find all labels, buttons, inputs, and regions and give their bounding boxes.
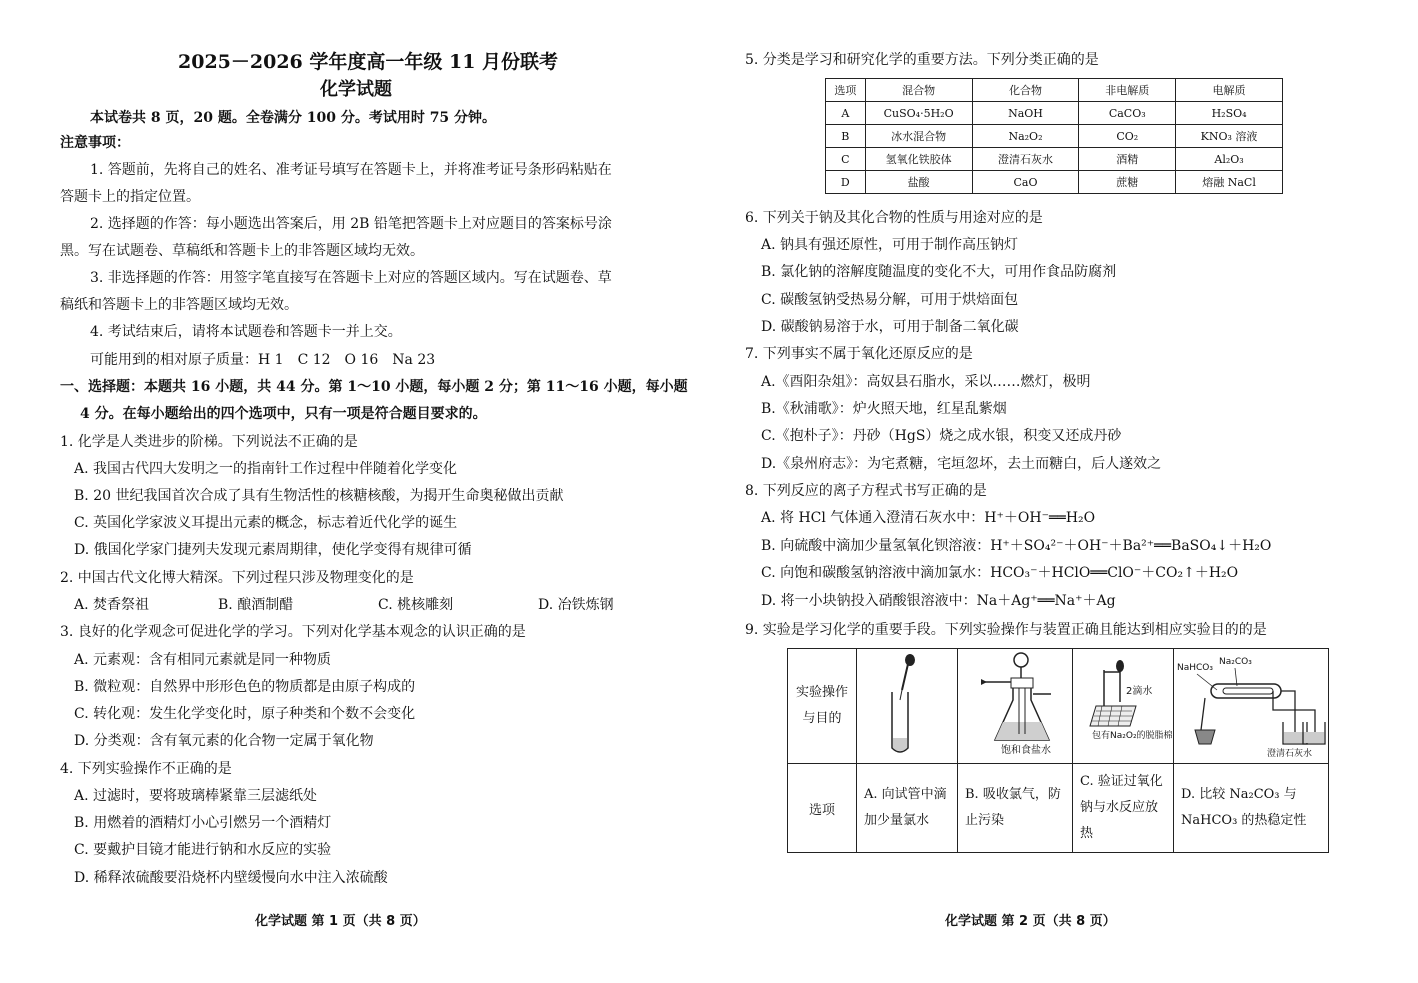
notice-line: 稿纸和答题卡上的非答题区域均无效。 — [60, 297, 298, 313]
q3-option-b: B. 微粒观：自然界中形形色色的物质都是由原子构成的 — [74, 679, 416, 695]
q9-option-b — [958, 764, 1073, 853]
q8-option-b: B. 向硫酸中滴加少量氢氧化钡溶液：H⁺＋SO₄²⁻＋OH⁻＋Ba²⁺══BaSO₄↓＋H₂O — [761, 538, 1272, 554]
two-drops-label: 2滴水 — [1126, 686, 1153, 697]
classification-table — [825, 78, 1283, 194]
table-header: 电解质 — [1176, 79, 1283, 102]
exam-subtitle: 化学试题 — [320, 79, 392, 100]
q8-option-c: C. 向饱和碳酸氢钠溶液中滴加氯水：HCO₃⁻＋HClO══ClO⁻＋CO₂↑＋H₂O — [761, 565, 1239, 581]
apparatus-row — [788, 649, 1329, 764]
experiment-table — [787, 648, 1329, 853]
limewater-label: 澄清石灰水 — [1267, 749, 1313, 758]
notice-line: 4. 考试结束后，请将本试题卷和答题卡一并上交。 — [90, 324, 402, 340]
q4-stem: 4. 下列实验操作不正确的是 — [60, 761, 232, 777]
table-cell: Al₂O₃ — [1176, 148, 1283, 171]
notice-line: 黑。写在试题卷、草稿纸和答题卡上的非答题区域均无效。 — [60, 243, 424, 259]
q7-option-a: A.《酉阳杂俎》：高奴县石脂水，采以……燃灯，极明 — [761, 374, 1091, 390]
q2-option-c: C. 桃核雕刻 — [378, 597, 454, 613]
row-header-text: 实验操作与目的 — [795, 685, 848, 726]
q9-option-a — [857, 764, 958, 853]
q8-option-a: A. 将 HCl 气体通入澄清石灰水中：H⁺＋OH⁻══H₂O — [761, 510, 1096, 526]
q9-option-c — [1073, 764, 1174, 853]
q6-option-a: A. 钠具有强还原性，可用于制作高压钠灯 — [761, 237, 1019, 253]
page-footer: 化学试题 第 2 页（共 8 页） — [945, 914, 1116, 929]
atomic-mass: 可能用到的相对原子质量：H 1 C 12 O 16 Na 23 — [90, 352, 436, 368]
table-cell: 澄清石灰水 — [972, 148, 1079, 171]
q3-option-d: D. 分类观：含有氧元素的化合物一定属于氧化物 — [74, 733, 374, 749]
row-header-options: 选项 — [788, 764, 857, 853]
table-row — [826, 102, 1283, 125]
apparatus-c — [1073, 649, 1174, 764]
q1-stem: 1. 化学是人类进步的阶梯。下列说法不正确的是 — [60, 434, 358, 450]
table-cell: 冰水混合物 — [865, 125, 972, 148]
table-cell: CaO — [972, 171, 1079, 194]
q7-option-d: D.《泉州府志》：为宅煮糖，宅垣忽坏，去土而糖白，后人遂效之 — [761, 456, 1162, 472]
table-cell: CuSO₄·5H₂O — [865, 102, 972, 125]
table-cell: Na₂O₂ — [972, 125, 1079, 148]
table-cell: NaOH — [972, 102, 1079, 125]
notice-line: 答题卡上的指定位置。 — [60, 189, 200, 205]
q4-option-a: A. 过滤时，要将玻璃棒紧靠三层滤纸处 — [74, 788, 318, 804]
table-row — [826, 125, 1283, 148]
q8-option-d: D. 将一小块钠投入硝酸银溶液中：Na＋Ag⁺══Na⁺＋Ag — [761, 593, 1116, 609]
section-heading: 4 分。在每小题给出的四个选项中，只有一项是符合题目要求的。 — [80, 406, 487, 422]
table-cell: CaCO₃ — [1079, 102, 1176, 125]
table-cell: B — [826, 125, 866, 148]
q4-option-d: D. 稀释浓硫酸要沿烧杯内壁缓慢向水中注入浓硫酸 — [74, 870, 388, 886]
q9-option-a-text: A. 向试管中滴加少量氯水 — [864, 787, 947, 828]
q9-option-c-text: C. 验证过氧化钠与水反应放热 — [1080, 774, 1163, 841]
q3-option-c: C. 转化观：发生化学变化时，原子种类和个数不会变化 — [74, 706, 416, 722]
q4-option-b: B. 用燃着的酒精灯小心引燃另一个酒精灯 — [74, 815, 332, 831]
thermal-stability-icon — [1175, 650, 1327, 758]
q9-option-b-text: B. 吸收氯气，防止污染 — [965, 787, 1061, 828]
q9-option-d-text: D. 比较 Na₂CO₃ 与 NaHCO₃ 的热稳定性 — [1181, 787, 1307, 828]
q6-stem: 6. 下列关于钠及其化合物的性质与用途对应的是 — [745, 210, 1043, 226]
q6-option-c: C. 碳酸氢钠受热易分解，可用于烘焙面包 — [761, 292, 1019, 308]
table-cell: C — [826, 148, 866, 171]
test-tube-dropper-icon — [858, 650, 956, 758]
q7-option-b: B.《秋浦歌》：炉火照天地，红星乱紫烟 — [761, 401, 1007, 417]
table-row — [826, 148, 1283, 171]
q6-option-d: D. 碳酸钠易溶于水，可用于制备二氧化碳 — [761, 319, 1019, 335]
q8-stem: 8. 下列反应的离子方程式书写正确的是 — [745, 483, 987, 499]
page-footer: 化学试题 第 1 页（共 8 页） — [255, 914, 426, 929]
table-cell: KNO₃ 溶液 — [1176, 125, 1283, 148]
notice-line: 3. 非选择题的作答：用签字笔直接写在答题卡上对应的答题区域内。写在试题卷、草 — [90, 270, 612, 286]
table-cell: 熔融 NaCl — [1176, 171, 1283, 194]
q6-option-b: B. 氯化钠的溶解度随温度的变化不大，可用作食品防腐剂 — [761, 264, 1117, 280]
q5-stem: 5. 分类是学习和研究化学的重要方法。下列分类正确的是 — [745, 52, 1099, 68]
q1-option-d: D. 俄国化学家门捷列夫发现元素周期律，使化学变得有规律可循 — [74, 542, 472, 558]
options-row — [788, 764, 1329, 853]
table-cell: D — [826, 171, 866, 194]
table-cell: 蔗糖 — [1079, 171, 1176, 194]
q2-option-b: B. 酿酒制醋 — [218, 597, 294, 613]
table-cell: A — [826, 102, 866, 125]
q1-option-b: B. 20 世纪我国首次合成了具有生物活性的核糖核酸，为揭开生命奥秘做出贡献 — [74, 488, 564, 504]
table-cell: H₂SO₄ — [1176, 102, 1283, 125]
table-row — [826, 171, 1283, 194]
q1-option-a: A. 我国古代四大发明之一的指南针工作过程中伴随着化学变化 — [74, 461, 458, 477]
table-header-row — [826, 79, 1283, 102]
dropper-cotton-icon — [1074, 650, 1172, 758]
table-header: 化合物 — [972, 79, 1079, 102]
apparatus-d — [1174, 649, 1329, 764]
q7-stem: 7. 下列事实不属于氧化还原反应的是 — [745, 346, 973, 362]
table-cell: 氢氧化铁胶体 — [865, 148, 972, 171]
q3-option-a: A. 元素观：含有相同元素就是同一种物质 — [74, 652, 332, 668]
apparatus-b — [958, 649, 1073, 764]
table-cell: 酒精 — [1079, 148, 1176, 171]
brine-label: 饱和食盐水 — [1001, 745, 1051, 756]
table-header: 选项 — [826, 79, 866, 102]
q4-option-c: C. 要戴护目镜才能进行钠和水反应的实验 — [74, 842, 332, 858]
section-heading: 一、选择题：本题共 16 小题，共 44 分。第 1～10 小题，每小题 2 分；第 11～16 小题，每小题 — [60, 379, 688, 395]
notice-line: 2. 选择题的作答：每小题选出答案后，用 2B 铅笔把答题卡上对应题目的答案标号涂 — [90, 216, 612, 232]
na2co3-label: Na₂CO₃ — [1219, 657, 1252, 667]
exam-info: 本试卷共 8 页，20 题。全卷满分 100 分。考试用时 75 分钟。 — [90, 110, 497, 126]
exam-title: 2025－2026 学年度高一年级 11 月份联考 — [178, 51, 559, 73]
q2-stem: 2. 中国古代文化博大精深。下列过程只涉及物理变化的是 — [60, 570, 414, 586]
cotton-label: 包有Na₂O₂的脱脂棉 — [1092, 731, 1172, 741]
q3-stem: 3. 良好的化学观念可促进化学的学习。下列对化学基本观念的认识正确的是 — [60, 624, 526, 640]
apparatus-a — [857, 649, 958, 764]
q2-option-d: D. 冶铁炼钢 — [538, 597, 614, 613]
table-cell: CO₂ — [1079, 125, 1176, 148]
notice-heading: 注意事项： — [60, 135, 130, 151]
q1-option-c: C. 英国化学家波义耳提出元素的概念，标志着近代化学的诞生 — [74, 515, 458, 531]
table-cell: 盐酸 — [865, 171, 972, 194]
q9-option-d — [1174, 764, 1329, 853]
table-header: 非电解质 — [1079, 79, 1176, 102]
q2-option-a: A. 焚香祭祖 — [74, 597, 150, 613]
table-header: 混合物 — [865, 79, 972, 102]
q9-stem: 9. 实验是学习化学的重要手段。下列实验操作与装置正确且能达到相应实验目的的是 — [745, 622, 1267, 638]
flask-absorption-icon — [959, 650, 1071, 758]
q7-option-c: C.《抱朴子》：丹砂（HgS）烧之成水银，积变又还成丹砂 — [761, 428, 1122, 444]
row-header-apparatus — [788, 649, 857, 764]
notice-line: 1. 答题前，先将自己的姓名、准考证号填写在答题卡上，并将准考证号条形码粘贴在 — [90, 162, 612, 178]
nahco3-label: NaHCO₃ — [1177, 663, 1213, 673]
